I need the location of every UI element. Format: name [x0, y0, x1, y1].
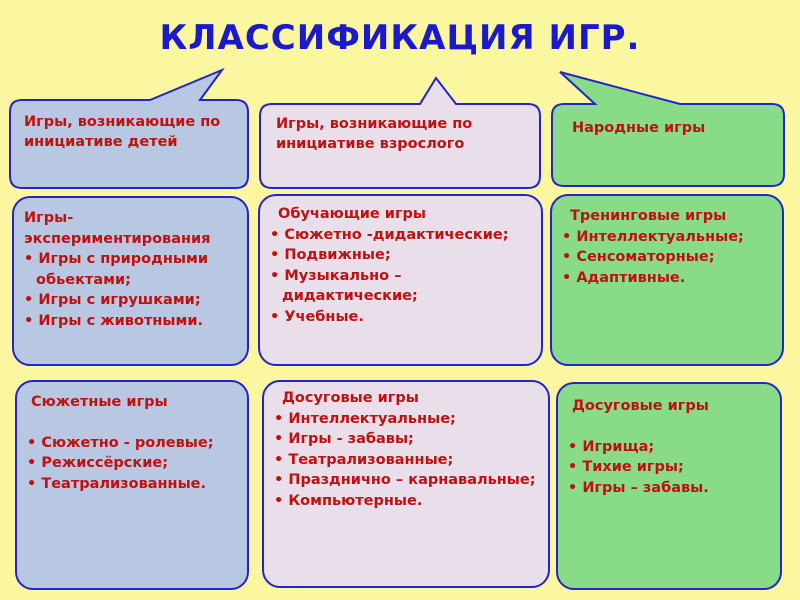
- box-header: Игры-экспериментирования: [24, 210, 211, 247]
- list-item: • Празднично – карнавальные;: [274, 470, 538, 491]
- list-item: • Сюжетно -дидактические;: [270, 225, 531, 246]
- box-plot-games: [15, 380, 249, 590]
- list-item: • Игры – забавы.: [568, 478, 770, 499]
- list-item: • Театрализованные.: [27, 474, 237, 495]
- list-item: • Театрализованные;: [274, 450, 538, 471]
- box-header: Тренинговые игры: [570, 208, 727, 224]
- box-educational-games: [258, 194, 543, 366]
- list-item: • Игры - забавы;: [274, 429, 538, 450]
- callout-adult-text: Игры, возникающие по инициативе взрослого: [276, 116, 473, 153]
- page-title: КЛАССИФИКАЦИЯ ИГР.: [159, 18, 641, 58]
- box-header: Досуговые игры: [572, 398, 709, 414]
- list-item: • Адаптивные.: [562, 268, 772, 289]
- list-item: • Игры с природными обьектами;: [24, 249, 237, 290]
- list-item: • Сенсоматорные;: [562, 247, 772, 268]
- list-item: • Интеллектуальные;: [274, 409, 538, 430]
- box-header: Обучающие игры: [278, 206, 427, 222]
- callout-children-text: Игры, возникающие по инициативе детей: [24, 114, 221, 151]
- list-item: • Игрища;: [568, 437, 770, 458]
- list-item: • Музыкально – дидактические;: [270, 266, 531, 307]
- box-experiment-games: [12, 196, 249, 366]
- list-item: • Игры с игрушками;: [24, 290, 237, 311]
- list-item: • Тихие игры;: [568, 457, 770, 478]
- list-item: • Сюжетно - ролевые;: [27, 433, 237, 454]
- list-item: • Учебные.: [270, 307, 531, 328]
- box-leisure-games-folk: [556, 382, 782, 590]
- callout-folk-text: Народные игры: [572, 120, 706, 136]
- box-training-games: [550, 194, 784, 366]
- box-header: Досуговые игры: [282, 390, 419, 406]
- list-item: • Игры с животными.: [24, 311, 237, 332]
- box-leisure-games-adult: [262, 380, 550, 588]
- list-item: • Интеллектуальные;: [562, 227, 772, 248]
- list-item: • Режиссёрские;: [27, 453, 237, 474]
- list-item: • Компьютерные.: [274, 491, 538, 512]
- box-header: Сюжетные игры: [31, 394, 168, 410]
- list-item: • Подвижные;: [270, 245, 531, 266]
